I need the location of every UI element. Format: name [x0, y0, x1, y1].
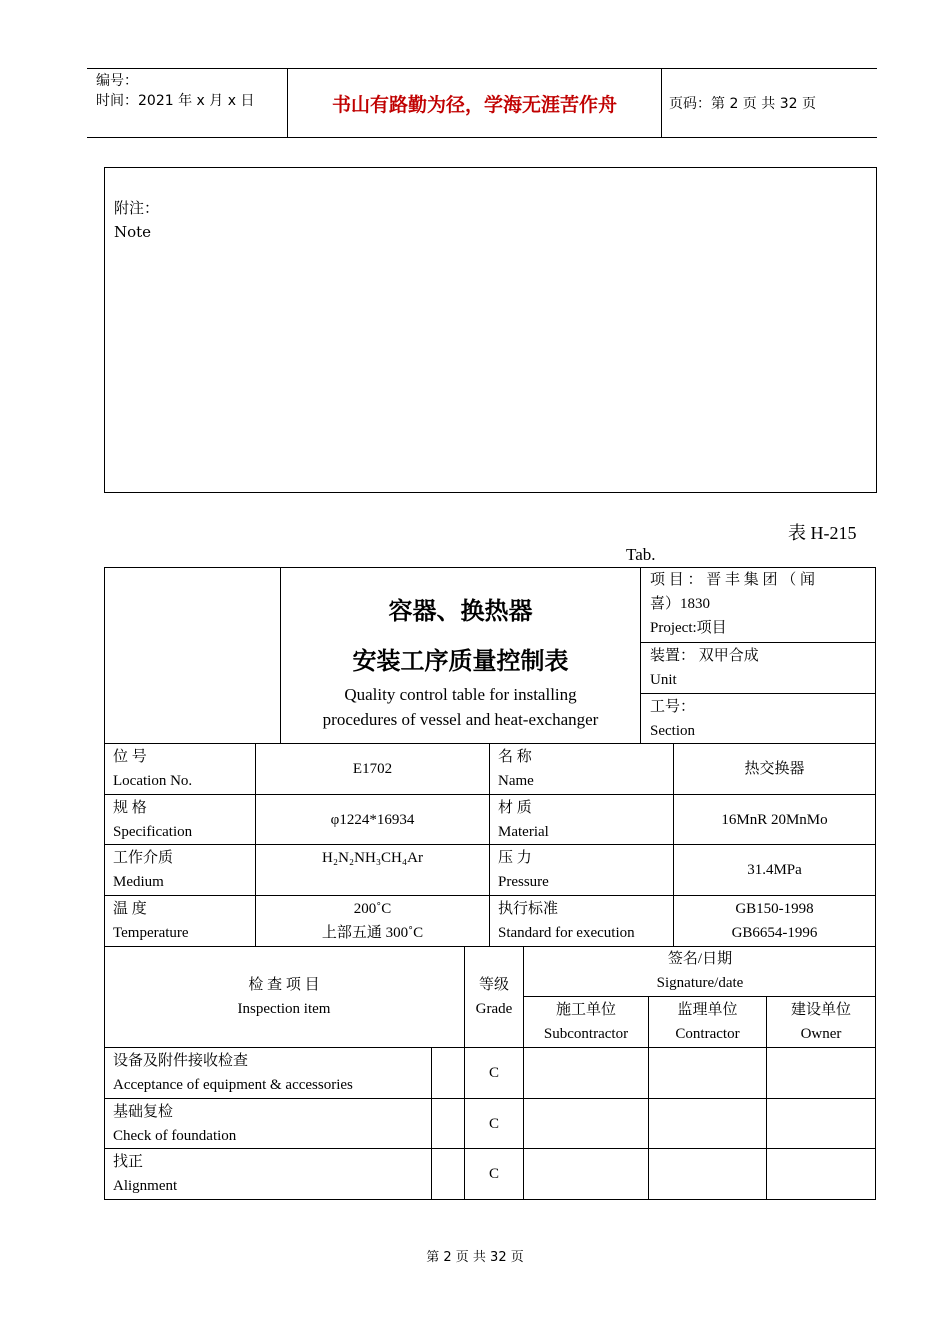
standard-label-cn: 执行标准 [498, 901, 559, 917]
info-row-pressure [498, 846, 549, 894]
owner-cn: 建设单位 [790, 1002, 851, 1018]
form-title-line1: 容器、换热器 [388, 596, 533, 625]
subcontractor-header [524, 998, 648, 1046]
inspection-item-en: Inspection item [237, 1001, 331, 1017]
material-label-en: Material [498, 824, 549, 840]
unit-en: Unit [650, 672, 677, 688]
pressure-label-en: Pressure [498, 874, 549, 890]
page-footer: 第 2 页 共 32 页 [426, 1250, 524, 1265]
contractor-en: Contractor [675, 1026, 740, 1042]
note-label-en: Note [114, 223, 152, 241]
doc-time-label: 时间：2021 年 x 月 x 日 [96, 93, 255, 109]
material-value: 16MnR 20MnMo [721, 811, 828, 828]
subcontractor-cn: 施工单位 [555, 1002, 616, 1018]
subcontractor-en: Subcontractor [543, 1026, 629, 1042]
standard-label-en: Standard for execution [498, 925, 635, 941]
project-line3: Project:项目 [650, 620, 727, 636]
inspection-row-cn: 基础复检 [113, 1104, 174, 1120]
location-label-en: Location No. [113, 773, 193, 789]
table-number: 表 H-215 [788, 523, 857, 543]
temperature-label-cn: 温 度 [113, 901, 147, 917]
inspection-row-acceptance [113, 1049, 353, 1097]
location-label-cn: 位 号 [113, 749, 147, 765]
project-line2: 喜）1830 [650, 596, 711, 612]
header-page-number: 页码：第 2 页 共 32 页 [669, 96, 816, 112]
table-word: Tab. [626, 545, 656, 564]
pressure-label-cn: 压 力 [498, 850, 532, 866]
specification-label-en: Specification [113, 824, 193, 840]
doc-number-label: 编号： [96, 73, 138, 89]
section-cn: 工号： [650, 699, 696, 715]
unit-cn: 装置： 双甲合成 [650, 648, 759, 664]
medium-value: H₂N₂NH₃CH₄Ar [322, 850, 423, 866]
info-row-standard [498, 897, 635, 945]
standard-value-1: GB150-1998 [735, 901, 814, 917]
inspection-row-cn: 设备及附件接收检查 [113, 1053, 249, 1069]
temperature-value [256, 897, 489, 945]
signature-cn: 签名/日期 [667, 951, 733, 967]
name-value: 热交换器 [744, 761, 805, 777]
info-row-medium [113, 846, 173, 894]
note-label-cn: 附注： [114, 199, 160, 217]
form-title-cn [281, 581, 640, 635]
grade-cn: 等级 [478, 977, 509, 993]
medium-label-cn: 工作介质 [113, 850, 174, 866]
section-en: Section [650, 723, 695, 739]
inspection-item-header [104, 973, 464, 1021]
grade-en: Grade [475, 1001, 513, 1017]
note-box [104, 167, 877, 493]
project-field [650, 568, 870, 640]
name-label-cn: 名 称 [498, 749, 532, 765]
inspection-row-grade: C [488, 1065, 499, 1081]
info-row-material [498, 796, 549, 844]
unit-field [650, 644, 870, 692]
inspection-row-grade: C [488, 1115, 499, 1132]
standard-value-2: GB6654-1996 [731, 925, 818, 941]
info-row-name [498, 745, 534, 793]
location-value: E1702 [352, 761, 393, 777]
standard-value [674, 897, 875, 945]
pressure-value: 31.4MPa [747, 862, 802, 878]
material-label-cn: 材 质 [498, 800, 532, 816]
contractor-header [649, 998, 766, 1046]
quality-control-form [104, 567, 876, 1200]
grade-header [465, 973, 523, 1021]
contractor-cn: 监理单位 [677, 1002, 738, 1018]
owner-en: Owner [800, 1026, 842, 1042]
header-motto: 书山有路勤为径，学海无涯苦作舟 [331, 93, 617, 116]
inspection-item-cn: 检 查 项 目 [248, 977, 320, 993]
medium-label-en: Medium [113, 874, 164, 890]
inspection-row-alignment [113, 1150, 177, 1198]
owner-header [767, 998, 875, 1046]
temperature-value-1: 200˚C [353, 901, 392, 917]
section-field [650, 695, 870, 743]
signature-header [524, 947, 876, 995]
inspection-row-en: Alignment [113, 1178, 178, 1194]
specification-label-cn: 规 格 [113, 800, 147, 816]
temperature-value-2: 上部五通 300˚C [321, 925, 424, 941]
project-line1: 项 目 ： 晋 丰 集 团 （ 闻 [650, 572, 816, 588]
form-title-en-line2: procedures of vessel and heat-exchanger [322, 709, 599, 729]
form-title-line2: 安装工序质量控制表 [352, 646, 569, 675]
header-meta [96, 71, 254, 111]
form-title-en-line1: Quality control table for installing [344, 684, 577, 704]
temperature-label-en: Temperature [113, 925, 189, 941]
specification-value: φ1224*16934 [330, 811, 415, 828]
inspection-row-cn: 找正 [113, 1154, 144, 1170]
name-label-en: Name [498, 773, 534, 789]
signature-en: Signature/date [656, 975, 744, 991]
inspection-row-grade: C [488, 1166, 499, 1182]
inspection-row-en: Check of foundation [113, 1128, 237, 1144]
inspection-row-en: Acceptance of equipment & accessories [113, 1077, 353, 1093]
inspection-row-foundation [113, 1100, 236, 1148]
info-row-location [113, 745, 192, 793]
info-row-specification [113, 796, 192, 844]
page-header [87, 68, 877, 138]
info-row-temperature [113, 897, 189, 945]
